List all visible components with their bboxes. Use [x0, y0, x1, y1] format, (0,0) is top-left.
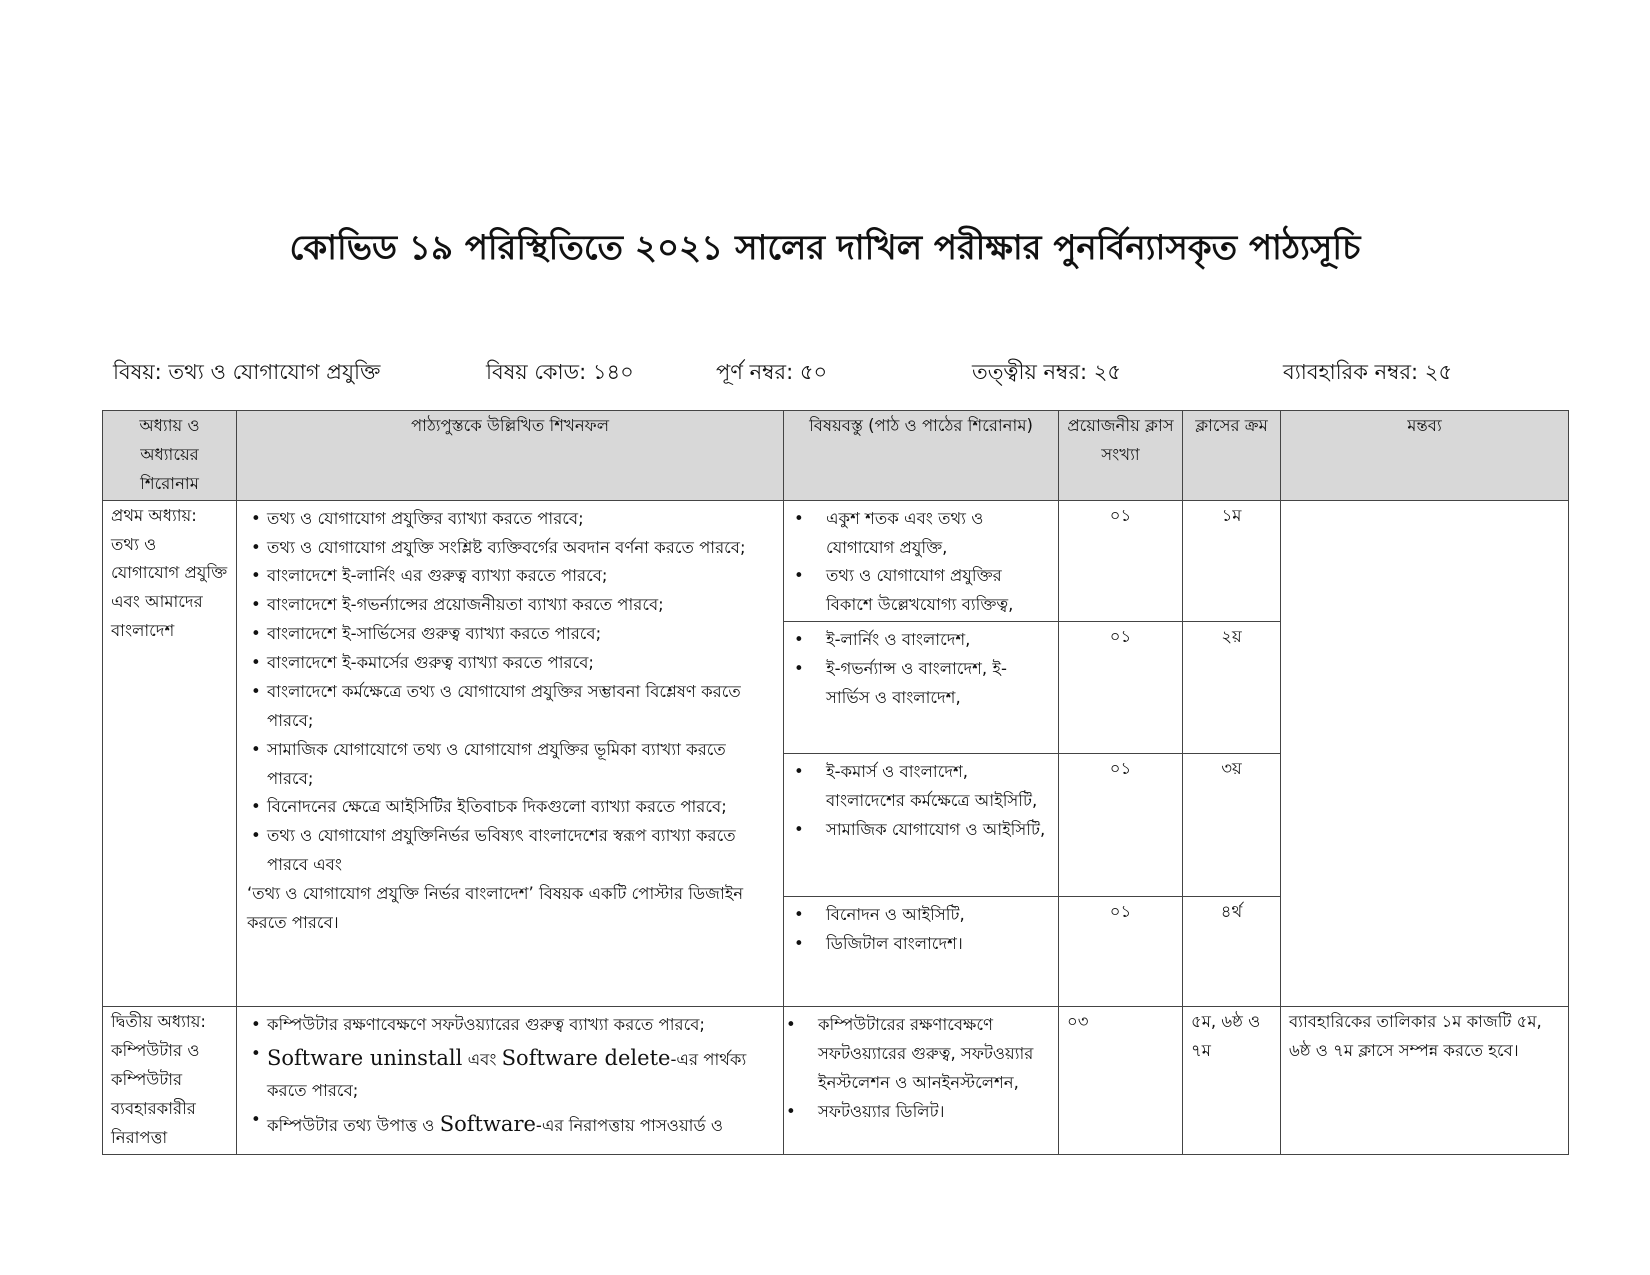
list-item: • তথ্য ও যোগাযোগ প্রযুক্তি সংশ্লিষ্ট ব্যক্তিবর্গের অবদান বর্ণনা করতে পারবে;	[245, 534, 775, 563]
list-item: • সামাজিক যোগাযোগ ও আইসিটি,	[800, 816, 1050, 845]
full-marks: পূর্ণ নম্বর: ৫০	[716, 360, 828, 384]
class-order: ২য়	[1183, 622, 1281, 754]
list-item: • ই-লার্নিং ও বাংলাদেশ,	[800, 626, 1050, 655]
content-list	[800, 505, 1050, 621]
remarks-cell: ব্যাবহারিকের তালিকার ১ম কাজটি ৫ম, ৬ষ্ঠ ও ৭ম ক্লাসে সম্পন্ন করতে হবে।	[1281, 1007, 1569, 1154]
class-order: ১ম	[1183, 500, 1281, 622]
header-chapter: অধ্যায় ও অধ্যায়ের শিরোনাম	[103, 411, 237, 501]
header-outcomes: পাঠ্যপুস্তকে উল্লিখিত শিখনফল	[237, 411, 784, 501]
page-title: কোভিড ১৯ পরিস্থিতিতে ২০২১ সালের দাখিল পরীক্ষার পুনর্বিন্যাসকৃত পাঠ্যসূচি	[289, 228, 1361, 268]
class-count: ০১	[1059, 622, 1183, 754]
list-item: • একুশ শতক এবং তথ্য ও যোগাযোগ প্রযুক্তি,	[800, 505, 1050, 563]
content-cell	[784, 1007, 1059, 1154]
content-cell	[784, 622, 1059, 754]
outcome-text: -এর নিরাপত্তায় পাসওয়ার্ড ও	[535, 1115, 723, 1135]
list-item: • বাংলাদেশে ই-লার্নিং এর গুরুত্ব ব্যাখ্যা করতে পারবে;	[245, 562, 775, 591]
subject-name: বিষয়: তথ্য ও যোগাযোগ প্রযুক্তি	[113, 360, 381, 384]
list-item: • ই-কমার্স ও বাংলাদেশ, বাংলাদেশের কর্মক্ষেত্রে আইসিটি,	[800, 758, 1050, 816]
class-order: ৪র্থ	[1183, 897, 1281, 1007]
table-row	[103, 1007, 1569, 1154]
class-order: ৫ম, ৬ষ্ঠ ও ৭ম	[1183, 1007, 1281, 1154]
practical-marks: ব্যাবহারিক নম্বর: ২৫	[1283, 360, 1453, 384]
outcome-text: কম্পিউটার তথ্য উপাত্ত ও	[267, 1115, 440, 1135]
list-item: • বাংলাদেশে ই-কমার্সের গুরুত্ব ব্যাখ্যা করতে পারবে;	[245, 649, 775, 678]
list-item: • বিনোদনের ক্ষেত্রে আইসিটির ইতিবাচক দিকগুলো ব্যাখ্যা করতে পারবে;	[245, 793, 775, 822]
list-item: • কম্পিউটার রক্ষণাবেক্ষণে সফটওয়্যারের গুরুত্ব ব্যাখ্যা করতে পারবে;	[245, 1011, 775, 1040]
list-item: • ডিজিটাল বাংলাদেশ।	[800, 930, 1050, 959]
table-header-row	[103, 411, 1569, 501]
content-cell	[784, 500, 1059, 622]
table-row	[103, 500, 1569, 622]
list-item	[245, 1106, 775, 1143]
outcome-extra: ‘তথ্য ও যোগাযোগ প্রযুক্তি নির্ভর বাংলাদেশ’ বিষয়ক একটি পোস্টার ডিজাইন করতে পারবে।	[247, 884, 744, 932]
list-item: • তথ্য ও যোগাযোগ প্রযুক্তির বিকাশে উল্লেখযোগ্য ব্যক্তিত্ব,	[800, 562, 1050, 620]
list-item	[245, 1040, 775, 1106]
content-cell	[784, 897, 1059, 1007]
outcome-text: -এর পার্থক্য করতে পারবে;	[267, 1050, 747, 1100]
list-item: • কম্পিউটারের রক্ষণাবেক্ষণে সফটওয়্যারের গুরুত্ব, সফটওয়্যার ইনস্টলেশন ও আনইনস্টলেশন,	[792, 1011, 1050, 1098]
subject-code: বিষয় কোড: ১৪০	[486, 360, 634, 384]
chapter-title: দ্বিতীয় অধ্যায়: কম্পিউটার ও কম্পিউটার ব্যবহারকারীর নিরাপত্তা	[103, 1007, 237, 1154]
header-remarks: মন্তব্য	[1281, 411, 1569, 501]
class-order: ৩য়	[1183, 754, 1281, 897]
header-classes: প্রয়োজনীয় ক্লাস সংখ্যা	[1059, 411, 1183, 501]
outcome-term: Software uninstall	[267, 1046, 463, 1070]
content-list	[800, 758, 1050, 845]
list-item: • তথ্য ও যোগাযোগ প্রযুক্তিনির্ভর ভবিষ্যৎ বাংলাদেশের স্বরূপ ব্যাখ্যা করতে পারবে এবং	[245, 822, 775, 880]
outcome-list	[245, 1011, 775, 1142]
content-cell	[784, 754, 1059, 897]
header-content: বিষয়বস্তু (পাঠ ও পাঠের শিরোনাম)	[784, 411, 1059, 501]
outcomes-cell	[237, 1007, 784, 1154]
list-item: • বাংলাদেশে ই-গভর্ন্যান্সের প্রয়োজনীয়তা ব্যাখ্যা করতে পারবে;	[245, 591, 775, 620]
content-list	[792, 1011, 1050, 1127]
class-count: ০৩	[1059, 1007, 1183, 1154]
outcome-term: Software	[439, 1111, 536, 1136]
list-item: • তথ্য ও যোগাযোগ প্রযুক্তির ব্যাখ্যা করতে পারবে;	[245, 505, 775, 534]
outcome-term: Software delete	[501, 1046, 671, 1070]
content-list	[800, 626, 1050, 713]
theory-marks: তত্ত্বীয় নম্বর: ২৫	[972, 360, 1121, 384]
content-list	[800, 901, 1050, 959]
list-item: • সফটওয়্যার ডিলিট।	[792, 1098, 1050, 1127]
list-item: • ই-গভর্ন্যান্স ও বাংলাদেশ, ই-সার্ভিস ও বাংলাদেশ,	[800, 655, 1050, 713]
remarks-cell	[1281, 500, 1569, 1007]
outcome-text: এবং	[462, 1050, 502, 1069]
class-count: ০১	[1059, 754, 1183, 897]
list-item: • বাংলাদেশে ই-সার্ভিসের গুরুত্ব ব্যাখ্যা করতে পারবে;	[245, 620, 775, 649]
outcomes-cell	[237, 500, 784, 1007]
list-item: • সামাজিক যোগাযোগে তথ্য ও যোগাযোগ প্রযুক্তির ভূমিকা ব্যাখ্যা করতে পারবে;	[245, 736, 775, 794]
syllabus-table	[102, 410, 1569, 1155]
header-order: ক্লাসের ক্রম	[1183, 411, 1281, 501]
outcome-list	[245, 505, 775, 880]
list-item: • বাংলাদেশে কর্মক্ষেত্রে তথ্য ও যোগাযোগ প্রযুক্তির সম্ভাবনা বিশ্লেষণ করতে পারবে;	[245, 678, 775, 736]
class-count: ০১	[1059, 897, 1183, 1007]
chapter-title: প্রথম অধ্যায়: তথ্য ও যোগাযোগ প্রযুক্তি এবং আমাদের বাংলাদেশ	[103, 500, 237, 1007]
class-count: ০১	[1059, 500, 1183, 622]
list-item: • বিনোদন ও আইসিটি,	[800, 901, 1050, 930]
